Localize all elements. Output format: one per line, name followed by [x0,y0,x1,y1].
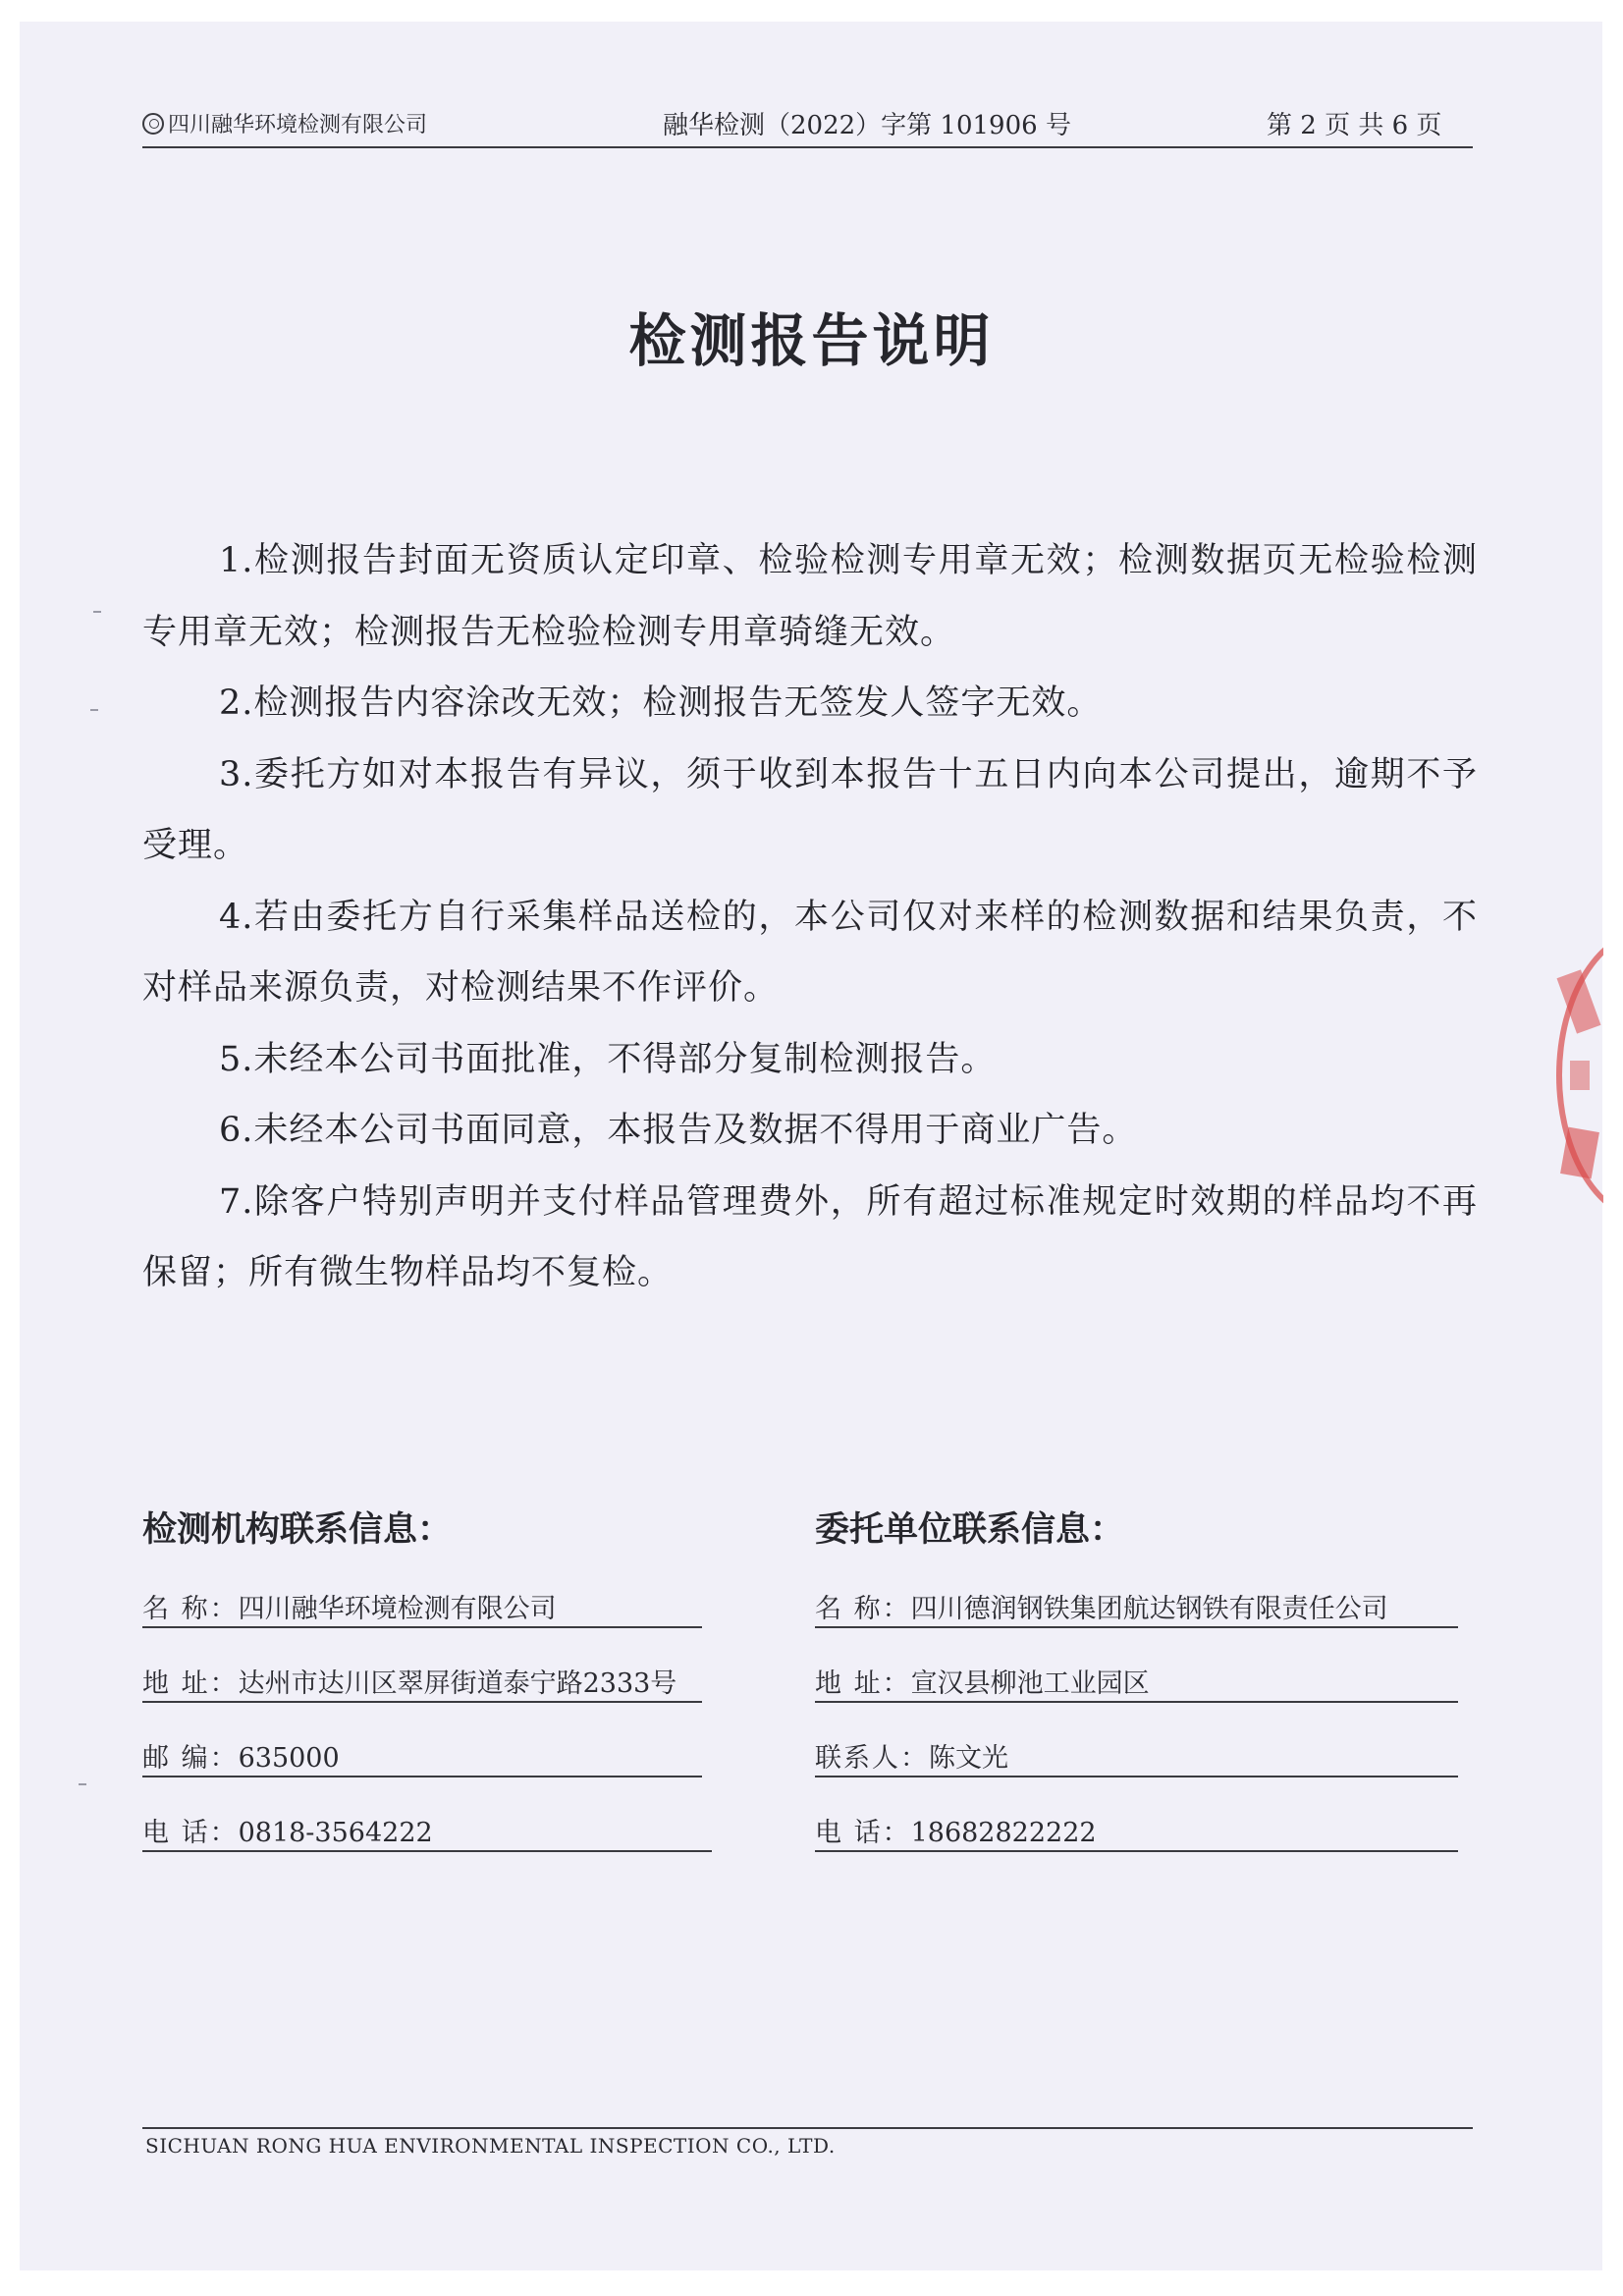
note-item: 3.委托方如对本报告有异议，须于收到本报告十五日内向本公司提出，逾期不予受理。 [142,754,1478,865]
note-item: 6.未经本公司书面同意，本报告及数据不得用于商业广告。 [219,1111,1138,1150]
lab-phone-label: 电 话： [142,1818,239,1848]
note-item: 1.检测报告封面无资质认定印章、检验检测专用章无效；检测数据页无检验检测专用章无效；检测报告无检验检测专用章骑缝无效。 [142,541,1478,652]
scan-mark [79,1783,86,1785]
client-name-value: 四川德润钢铁集团航达钢铁有限责任公司 [910,1594,1388,1624]
lab-address-field [142,1666,702,1703]
note-item: 4.若由委托方自行采集样品送检的，本公司仅对来样的检测数据和结果负责，不对样品来源负责，对检测结果不作评价。 [142,897,1478,1008]
client-address-field [815,1666,1458,1703]
footer-company-english: SICHUAN RONG HUA ENVIRONMENTAL INSPECTION CO., LTD. [145,2134,836,2158]
client-phone-label: 电 话： [815,1818,911,1848]
client-name-field [815,1591,1458,1628]
lab-phone-field [142,1815,712,1852]
client-contact-person-value: 陈文光 [929,1743,1008,1774]
lab-address-value: 达州市达川区翠屏街道泰宁路2333号 [238,1668,677,1699]
report-notes [142,525,1478,1309]
client-contact-person-field [815,1740,1458,1777]
header-divider [142,146,1473,148]
client-phone-field [815,1815,1458,1852]
lab-phone-value: 0818-3564222 [238,1818,433,1848]
header-report-number: 融华检测（2022）字第 101906 号 [663,111,1071,140]
client-phone-value: 18682822222 [910,1818,1097,1848]
scan-mark [90,709,98,711]
lab-contact-heading: 检测机构联系信息： [142,1510,453,1550]
note-item: 7.除客户特别声明并支付样品管理费外，所有超过标准规定时效期的样品均不再保留；所有微生物样品均不复检。 [142,1181,1478,1292]
header-company-name: 四川融华环境检测有限公司 [168,113,428,137]
lab-name-label: 名 称： [142,1594,239,1624]
lab-address-label: 地 址： [142,1668,239,1699]
page-title: 检测报告说明 [628,307,995,374]
client-name-label: 名 称： [815,1594,911,1624]
client-address-label: 地 址： [815,1668,911,1699]
footer-divider [142,2127,1473,2129]
lab-postcode-value: 635000 [238,1743,340,1774]
client-contact-heading: 委托单位联系信息： [815,1510,1125,1550]
lab-name-field [142,1591,702,1628]
company-logo-icon [142,113,164,135]
note-item: 2.检测报告内容涂改无效；检测报告无签发人签字无效。 [219,683,1103,723]
client-address-value: 宣汉县柳池工业园区 [910,1668,1150,1699]
note-item: 5.未经本公司书面批准，不得部分复制检测报告。 [219,1039,997,1079]
scan-mark [93,611,101,613]
lab-postcode-label: 邮 编： [142,1743,239,1774]
lab-postcode-field [142,1740,702,1777]
header-page-info: 第 2 页 共 6 页 [1267,111,1442,140]
client-contact-person-label: 联系人： [815,1743,929,1774]
seal-stamp [1556,913,1603,1237]
header-company [142,106,427,145]
lab-name-value: 四川融华环境检测有限公司 [238,1594,557,1624]
